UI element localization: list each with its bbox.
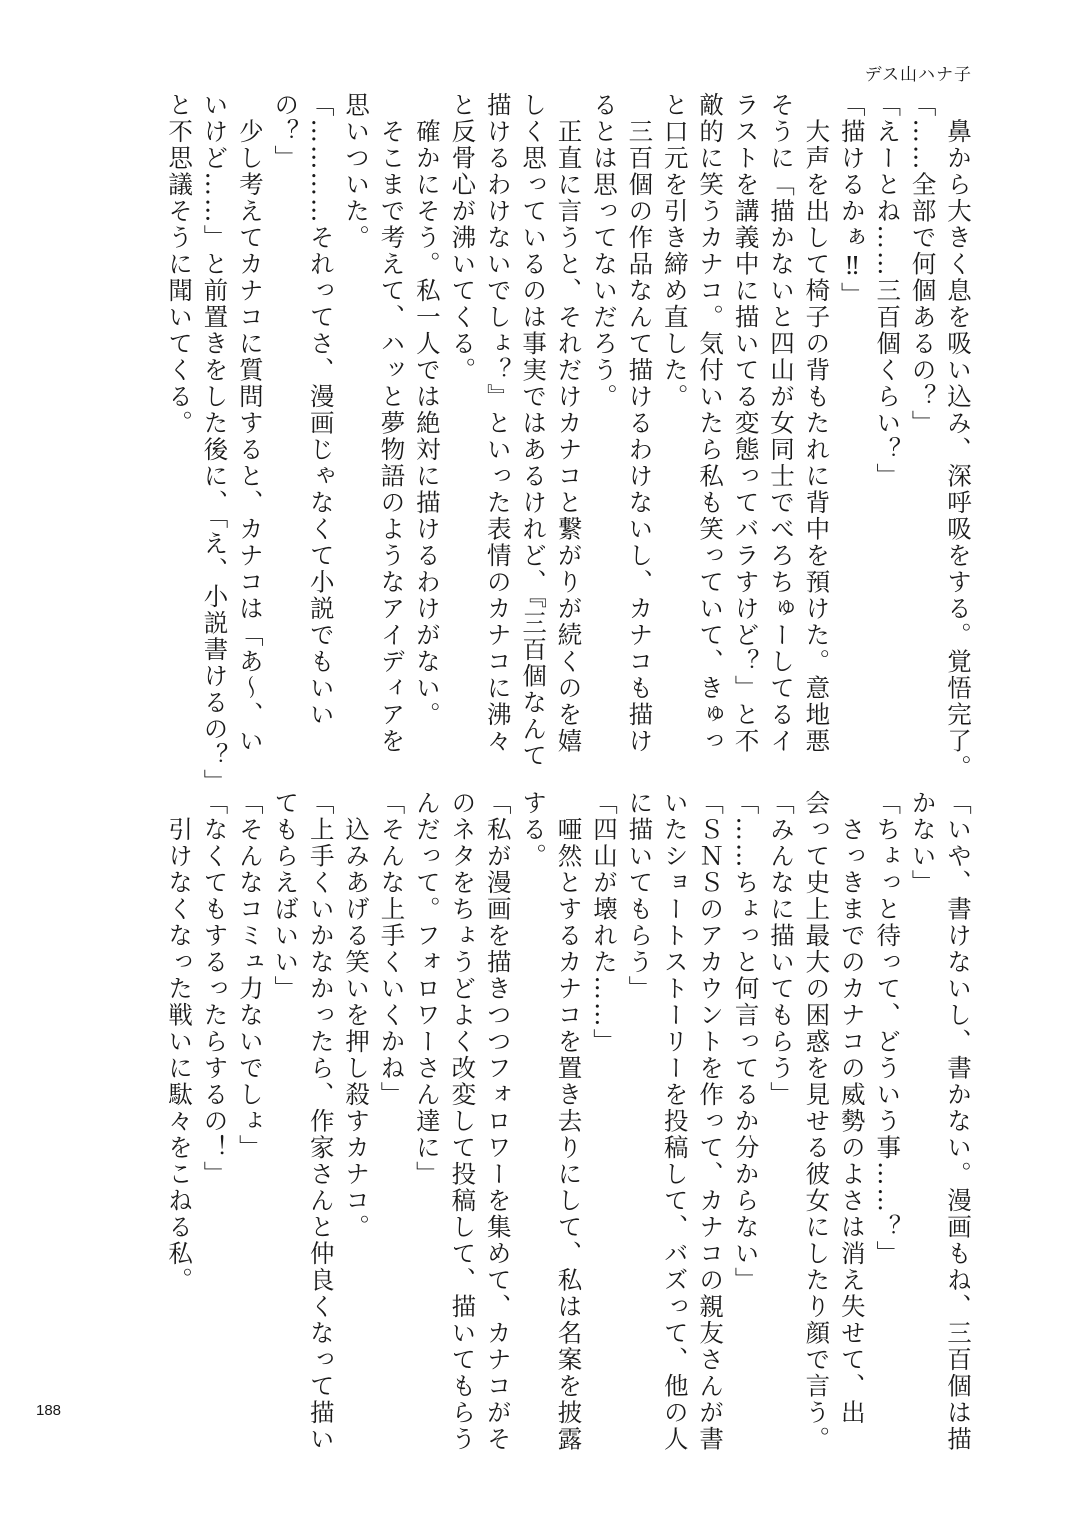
text-line: 「ちょっと待って、どういう事……？」 — [873, 790, 903, 1267]
text-line: 「みんなに描いてもらう」 — [766, 790, 796, 1108]
text-line: に描いてもらう」 — [625, 790, 655, 1002]
text-line: 「描けるかぁ‼」 — [837, 92, 867, 309]
text-line: いたショートストーリーを投稿して、バズって、他の人 — [660, 790, 690, 1453]
text-line: 敵的に笑うカナコ。気付いたら私も笑っていて、きゅっ — [696, 92, 726, 755]
text-line: 「そんなコミュ力ないでしょ」 — [235, 790, 265, 1161]
text-line: るとは思ってないだろう。 — [589, 92, 619, 410]
text-line: 描けるわけないでしょ？』といった表情のカナコに沸々 — [483, 92, 513, 755]
text-line: 正直に言うと、それだけカナコと繋がりが続くのを嬉 — [554, 92, 584, 755]
lower-text-block — [165, 790, 976, 1453]
text-line: そこまで考えて、ハッと夢物語のようなアイディアを — [377, 92, 407, 755]
text-line: 込みあげる笑いを押し殺すカナコ。 — [342, 790, 372, 1241]
text-line: する。 — [519, 790, 549, 870]
text-line: そうに「描かないと四山が女同士でべろちゅーしてるイ — [766, 92, 796, 755]
running-header-author: デス山ハナ子 — [864, 65, 972, 85]
page-number: 188 — [36, 1402, 62, 1419]
text-line: 「四山が壊れた……」 — [589, 790, 619, 1055]
text-line: 「ＳＮＳのアカウントを作って、カナコの親友さんが書 — [696, 790, 726, 1453]
text-line: しく思っているのは事実ではあるけれど、『三百個なんて — [519, 92, 549, 769]
text-line: 「…………それってさ、漫画じゃなくて小説でもいい — [306, 92, 336, 728]
text-line: 「えーとね……三百個くらい？」 — [873, 92, 903, 490]
text-line: 「いや、書けないし、書かない。漫画もね、三百個は描 — [944, 790, 973, 1453]
text-line: 「私が漫画を描きつつフォロワーを集めて、カナコがそ — [483, 790, 513, 1453]
text-line: 唖然とするカナコを置き去りにして、私は名案を披露 — [554, 790, 584, 1453]
text-line: と不思議そうに聞いてくる。 — [165, 92, 195, 437]
text-line: んだって。フォロワーさん達に」 — [412, 790, 442, 1188]
text-line: 確かにそう。私一人では絶対に描けるわけがない。 — [412, 92, 442, 728]
text-line: 少し考えてカナコに質問すると、カナコは「あ〜、い — [235, 92, 265, 755]
text-line: いけど……」と前置きをした後に、「え、小説書けるの？」 — [200, 92, 230, 796]
text-line: さっきまでのカナコの威勢のよさは消え失せて、出 — [837, 790, 867, 1426]
text-line: と反骨心が沸いてくる。 — [448, 92, 478, 384]
text-line: てもらえばいい」 — [271, 790, 301, 1002]
text-line: ラストを講義中に描いてる変態ってバラすけど？」と不 — [731, 92, 761, 755]
text-line: 思いついた。 — [342, 92, 372, 251]
text-line: 会って史上最大の困惑を見せる彼女にしたり顔で言う。 — [802, 790, 832, 1453]
text-line: のネタをちょうどよく改変して投稿して、描いてもらう — [448, 790, 478, 1453]
text-line: 「……全部で何個あるの？」 — [908, 92, 938, 437]
text-line: 「なくてもするったらするの！」 — [200, 790, 230, 1188]
text-line: と口元を引き締め直した。 — [660, 92, 690, 410]
text-line: 「そんな上手くいくかね」 — [377, 790, 407, 1108]
text-line: 三百個の作品なんて描けるわけないし、カナコも描け — [625, 92, 655, 755]
text-line: の？」 — [271, 92, 301, 172]
upper-text-block — [165, 92, 976, 796]
text-line: 「……ちょっと何言ってるか分からない」 — [731, 790, 761, 1294]
text-line: 鼻から大きく息を吸い込み、深呼吸をする。覚悟完了。 — [944, 92, 973, 781]
text-line: 「上手くいかなかったら、作家さんと仲良くなって描い — [306, 790, 336, 1453]
text-line: 引けなくなった戦いに駄々をこねる私。 — [165, 790, 195, 1294]
text-line: かない」 — [908, 790, 938, 896]
text-line: 大声を出して椅子の背もたれに背中を預けた。意地悪 — [802, 92, 832, 755]
